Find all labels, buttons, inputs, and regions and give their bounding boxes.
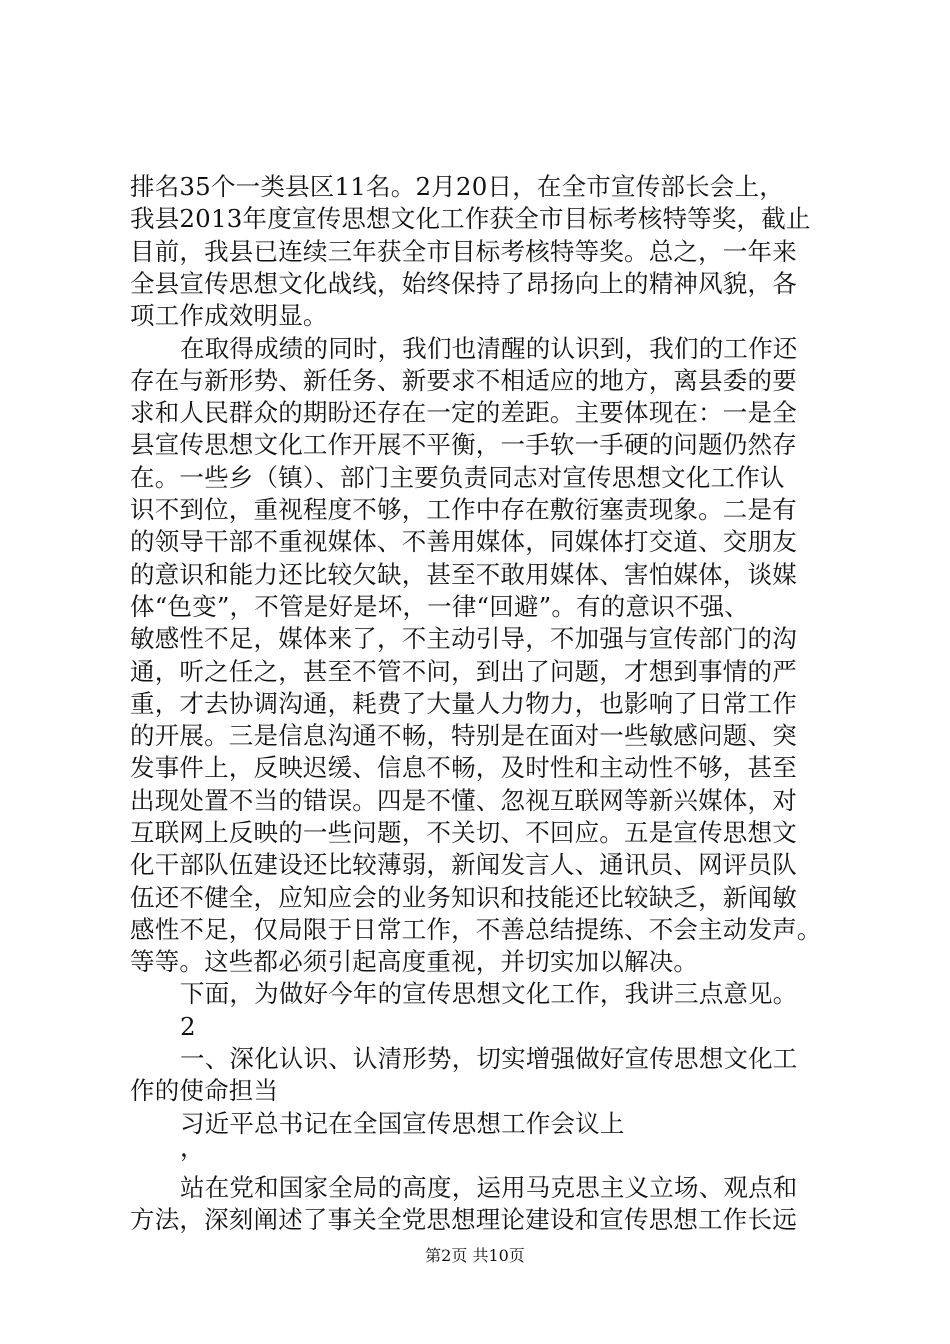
text-line: 发事件上，反映迟缓、信息不畅，及时性和主动性不够，甚至 <box>130 753 797 782</box>
text-line: 县宣传思想文化工作开展不平衡，一手软一手硬的问题仍然存 <box>130 430 797 459</box>
text-line: 目前，我县已连续三年获全市目标考核特等奖。总之，一年来 <box>130 237 797 266</box>
text-line: 化干部队伍建设还比较薄弱，新闻发言人、通讯员、网评员队 <box>130 850 797 879</box>
text-line: 感性不足，仅局限于日常工作，不善总结提练、不会主动发声。 <box>130 915 822 944</box>
paragraph-start-line: 站在党和国家全局的高度，运用马克思主义立场、观点和 <box>180 1173 798 1202</box>
text-line: 体“色变”，不管是好是坏，一律“回避”。有的意识不强、 <box>130 592 749 621</box>
section-heading-continued: 作的使命担当 <box>130 1076 279 1105</box>
text-line: 在。一些乡（镇）、部门主要负责同志对宣传思想文化工作认 <box>130 463 785 492</box>
page-number-footer: 第2页 共10页 <box>425 1246 525 1265</box>
text-line: 排名35个一类县区11名。2月20日，在全市宣传部长会上， <box>130 172 784 201</box>
text-line: 的领导干部不重视媒体、不善用媒体，同媒体打交道、交朋友 <box>130 527 797 556</box>
text-line: 互联网上反映的一些问题，不关切、不回应。五是宣传思想文 <box>130 818 797 847</box>
text-line: 识不到位，重视程度不够，工作中存在敷衍塞责现象。二是有 <box>130 495 797 524</box>
footnote-marker: 2 <box>180 1012 196 1041</box>
text-line: 项工作成效明显。 <box>130 301 328 330</box>
paragraph-start-line: 在取得成绩的同时，我们也清醒的认识到，我们的工作还 <box>180 334 798 363</box>
text-line: 通，听之任之，甚至不管不问，到出了问题，才想到事情的严 <box>130 657 797 686</box>
section-heading: 一、深化认识、认清形势，切实增强做好宣传思想文化工 <box>180 1044 798 1073</box>
paragraph-start-line: 习近平总书记在全国宣传思想工作会议上 <box>180 1109 625 1138</box>
text-line: 的开展。三是信息沟通不畅，特别是在面对一些敏感问题、突 <box>130 721 797 750</box>
text-line: 方法，深刻阐述了事关全党思想理论建设和宣传思想工作长远 <box>130 1205 797 1234</box>
text-line: 出现处置不当的错误。四是不懂、忽视互联网等新兴媒体，对 <box>130 786 797 815</box>
text-line: 存在与新形势、新任务、新要求不相适应的地方，离县委的要 <box>130 366 797 395</box>
text-line: 的意识和能力还比较欠缺，甚至不敢用媒体、害怕媒体，谈媒 <box>130 560 797 589</box>
text-line: 求和人民群众的期盼还存在一定的差距。主要体现在：一是全 <box>130 398 797 427</box>
paragraph-start-line: 下面，为做好今年的宣传思想文化工作，我讲三点意见。 <box>180 979 798 1008</box>
text-line: 等等。这些都必须引起高度重视，并切实加以解决。 <box>130 947 699 976</box>
text-line: 我县2013年度宣传思想文化工作获全市目标考核特等奖，截止 <box>130 204 811 233</box>
text-line: ， <box>180 1133 205 1162</box>
text-line: 伍还不健全，应知应会的业务知识和技能还比较缺乏，新闻敏 <box>130 883 797 912</box>
text-line: 全县宣传思想文化战线，始终保持了昂扬向上的精神风貌，各 <box>130 269 797 298</box>
text-line: 重，才去协调沟通，耗费了大量人力物力，也影响了日常工作 <box>130 689 797 718</box>
text-line: 敏感性不足，媒体来了，不主动引导，不加强与宣传部门的沟 <box>130 624 797 653</box>
